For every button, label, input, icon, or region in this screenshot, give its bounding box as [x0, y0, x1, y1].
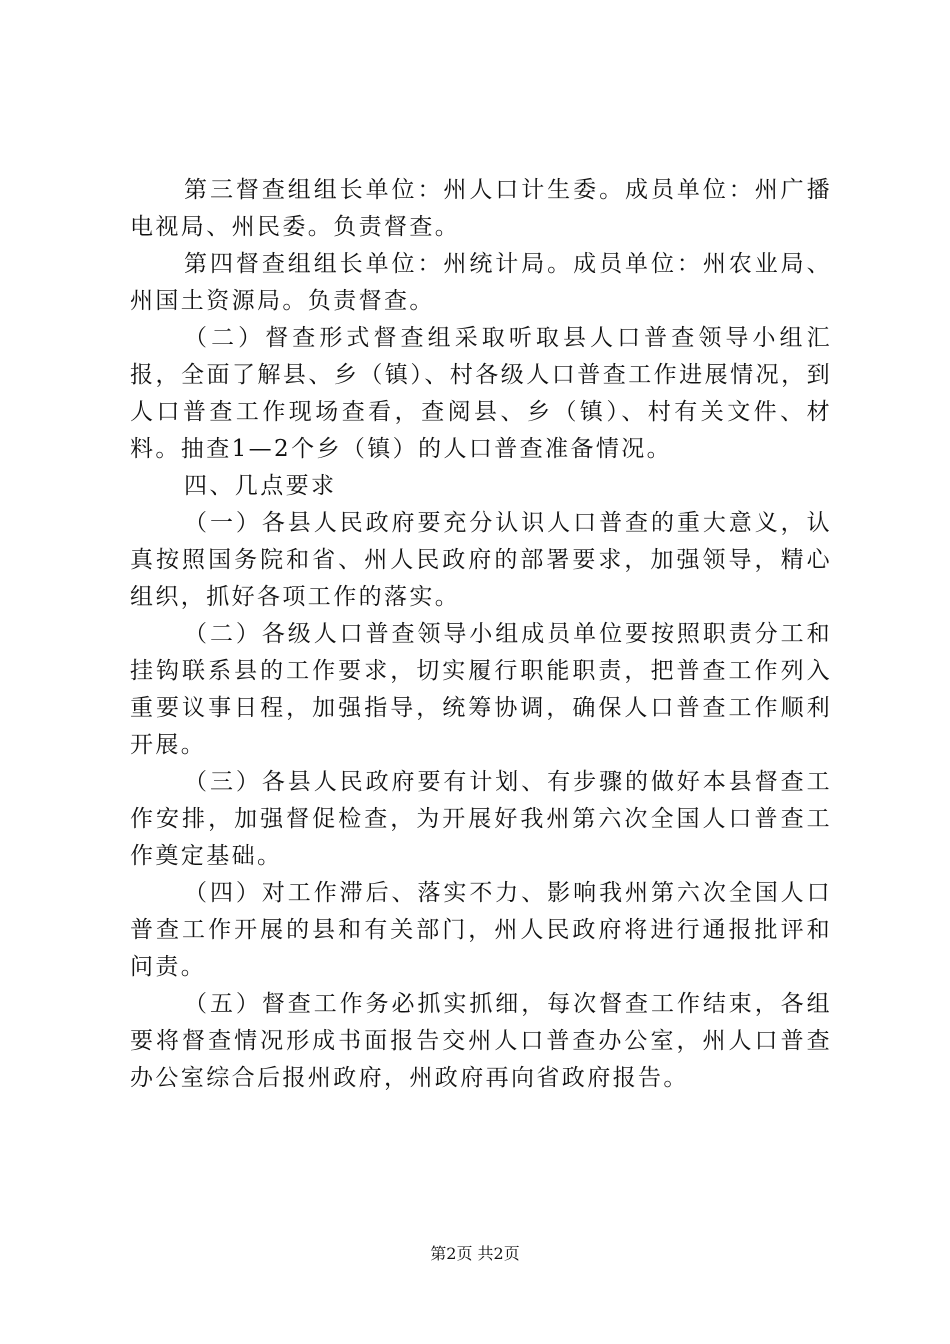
paragraph-supervision-form: （二）督查形式督查组采取听取县人口普查领导小组汇报，全面了解县、乡（镇）、村各级人口普查工作进展情况，到人口普查工作现场查看，查阅县、乡（镇）、村有关文件、材料。抽查1—2个乡（镇）的人口普查准备情况。	[130, 325, 832, 462]
paragraph-requirement-1: （一）各县人民政府要充分认识人口普查的重大意义，认真按照国务院和省、州人民政府的部署要求，加强领导，精心组织，抓好各项工作的落实。	[130, 510, 832, 610]
paragraph-supervision-group-4: 第四督查组组长单位：州统计局。成员单位：州农业局、州国土资源局。负责督查。	[130, 251, 832, 314]
paragraph-requirement-3: （三）各县人民政府要有计划、有步骤的做好本县督查工作安排，加强督促检查，为开展好我州第六次全国人口普查工作奠定基础。	[130, 769, 832, 869]
page-number-footer: 第2页 共2页	[430, 1244, 520, 1263]
paragraph-requirement-4: （四）对工作滞后、落实不力、影响我州第六次全国人口普查工作开展的县和有关部门，州人民政府将进行通报批评和问责。	[130, 880, 832, 980]
paragraph-supervision-group-3: 第三督查组组长单位：州人口计生委。成员单位：州广播电视局、州民委。负责督查。	[130, 177, 832, 240]
document-body	[130, 172, 832, 1097]
section-heading-requirements: 四、几点要求	[184, 473, 337, 499]
paragraph-requirement-5: （五）督查工作务必抓实抓细，每次督查工作结束，各组要将督查情况形成书面报告交州人口普查办公室，州人口普查办公室综合后报州政府，州政府再向省政府报告。	[130, 991, 832, 1091]
paragraph-requirement-2: （二）各级人口普查领导小组成员单位要按照职责分工和挂钩联系县的工作要求，切实履行职能职责，把普查工作列入重要议事日程，加强指导，统筹协调，确保人口普查工作顺利开展。	[130, 621, 832, 758]
